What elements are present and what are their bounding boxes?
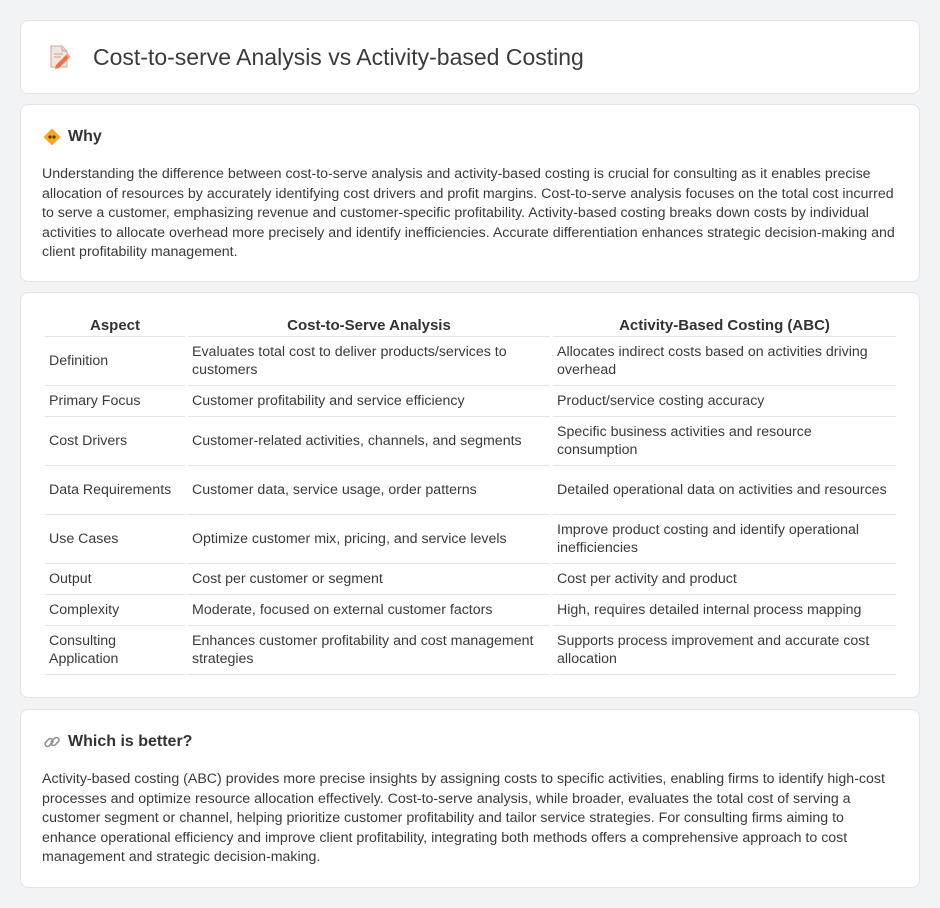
table-row bbox=[45, 466, 896, 515]
row-abc: Cost per activity and product bbox=[553, 564, 896, 595]
row-cost-to-serve: Moderate, focused on external customer factors bbox=[188, 595, 550, 626]
row-cost-to-serve: Customer profitability and service efficiency bbox=[188, 386, 550, 417]
row-abc: Improve product costing and identify operational inefficiencies bbox=[553, 515, 896, 564]
table-row bbox=[45, 386, 896, 417]
row-aspect: Use Cases bbox=[45, 515, 185, 564]
table-row bbox=[45, 564, 896, 595]
row-cost-to-serve: Customer-related activities, channels, and segments bbox=[188, 417, 550, 466]
row-cost-to-serve: Evaluates total cost to deliver products/services to customers bbox=[188, 337, 550, 386]
document-pencil-icon bbox=[45, 43, 73, 71]
why-title: Why bbox=[68, 128, 102, 145]
row-aspect: Cost Drivers bbox=[45, 417, 185, 466]
header-aspect: Aspect bbox=[45, 315, 185, 337]
table-row bbox=[45, 337, 896, 386]
row-cost-to-serve: Optimize customer mix, pricing, and service levels bbox=[188, 515, 550, 564]
title-card bbox=[20, 20, 920, 94]
row-aspect: Definition bbox=[45, 337, 185, 386]
table-row bbox=[45, 626, 896, 675]
row-abc: High, requires detailed internal process mapping bbox=[553, 595, 896, 626]
table-row bbox=[45, 595, 896, 626]
row-abc: Detailed operational data on activities and resources bbox=[553, 466, 896, 515]
row-abc: Product/service costing accuracy bbox=[553, 386, 896, 417]
better-title: Which is better? bbox=[68, 733, 193, 750]
table-row bbox=[45, 417, 896, 466]
row-aspect: Data Requirements bbox=[45, 466, 185, 515]
comparison-card bbox=[20, 292, 920, 698]
row-abc: Allocates indirect costs based on activities driving overhead bbox=[553, 337, 896, 386]
diamond-sign-icon bbox=[42, 127, 62, 147]
row-cost-to-serve: Enhances customer profitability and cost management strategies bbox=[188, 626, 550, 675]
page-title: Cost-to-serve Analysis vs Activity-based Costing bbox=[93, 43, 584, 70]
link-icon bbox=[42, 732, 62, 752]
row-abc: Supports process improvement and accurate cost allocation bbox=[553, 626, 896, 675]
header-cost-to-serve: Cost-to-Serve Analysis bbox=[188, 315, 550, 337]
table-header-row bbox=[45, 315, 896, 337]
better-card bbox=[20, 709, 920, 888]
row-cost-to-serve: Cost per customer or segment bbox=[188, 564, 550, 595]
why-header bbox=[42, 127, 102, 147]
title-row bbox=[45, 43, 584, 71]
why-card bbox=[20, 104, 920, 282]
row-aspect: Complexity bbox=[45, 595, 185, 626]
header-abc: Activity-Based Costing (ABC) bbox=[553, 315, 896, 337]
row-aspect: Primary Focus bbox=[45, 386, 185, 417]
row-aspect: Output bbox=[45, 564, 185, 595]
row-abc: Specific business activities and resource consumption bbox=[553, 417, 896, 466]
row-cost-to-serve: Customer data, service usage, order patterns bbox=[188, 466, 550, 515]
table-row bbox=[45, 515, 896, 564]
row-aspect: Consulting Application bbox=[45, 626, 185, 675]
comparison-table bbox=[42, 315, 899, 675]
better-header bbox=[42, 732, 192, 752]
why-text: Understanding the difference between cost-to-serve analysis and activity-based costing is crucial for consulting as it enables precise allocation of resources by accurately identifying cost drivers and profit margins. Cost-to-serve analysis focuses on the total cost incurred to serve a customer, emphasizing revenue and customer-specific profitability. Activity-based costing breaks down costs by individual activities to allocate overhead more precisely and identify inefficiencies. Accurate differentiation enhances strategic decision-making and client profitability management. bbox=[42, 166, 895, 261]
better-text: Activity-based costing (ABC) provides more precise insights by assigning costs to specific activities, enabling firms to identify high-cost processes and optimize resource allocation effectively. Cost-to-serve analysis, while broader, evaluates the total cost of serving a customer segment or channel, helping prioritize customer profitability and tailor service strategies. For consulting firms aiming to enhance operational efficiency and improve client profitability, integrating both methods offers a comprehensive approach to cost management and strategic decision-making. bbox=[42, 771, 885, 866]
